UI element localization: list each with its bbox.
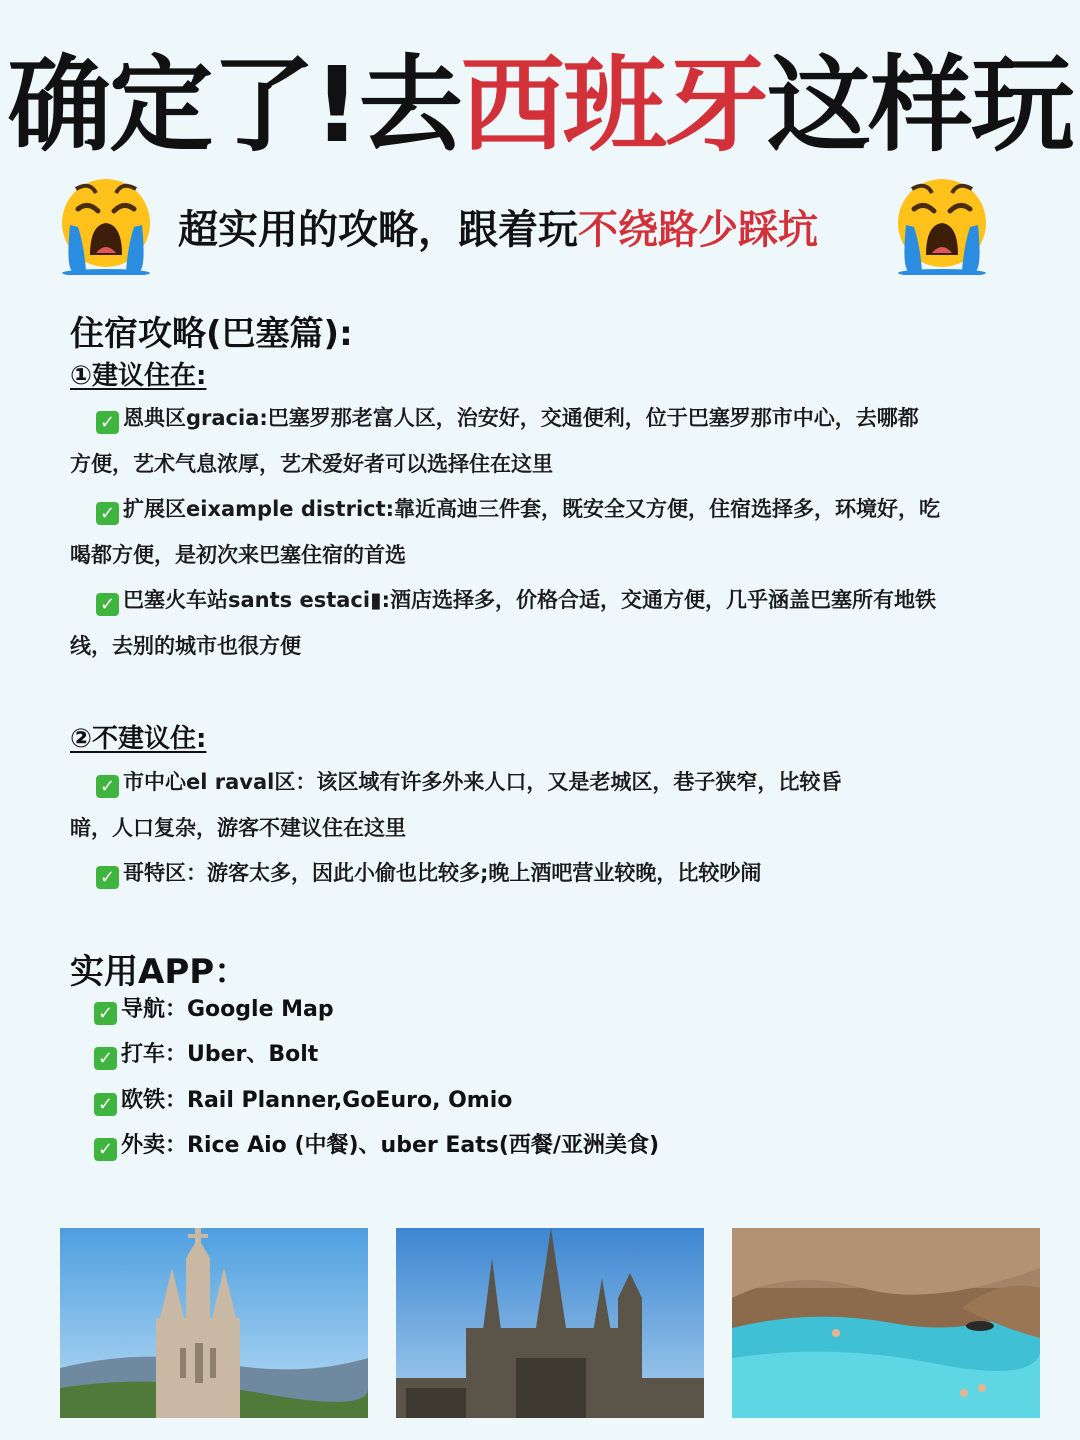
check-mark-icon: ✓ xyxy=(96,411,119,434)
recommend-item-line2: 线，去别的城市也很方便 xyxy=(70,633,301,658)
app-item-navigation xyxy=(94,992,334,1028)
avoid-item-line2: 暗，人口复杂，游客不建议住在这里 xyxy=(70,815,406,840)
title-part2: 西班牙 xyxy=(460,44,767,166)
recommend-item-line2: 喝都方便，是初次来巴塞住宿的首选 xyxy=(70,542,406,567)
subtitle-red: 不绕路少踩坑 xyxy=(578,207,818,253)
lodging-title: 住宿攻略(巴塞篇): xyxy=(70,314,353,354)
check-mark-icon: ✓ xyxy=(96,866,119,889)
recommend-item-line1: 巴塞火车站sants estaci▮:酒店选择多，价格合适，交通方便，几乎涵盖巴塞所有地铁 xyxy=(123,588,937,612)
check-mark-icon: ✓ xyxy=(96,593,119,616)
title-part3: 这样玩 xyxy=(766,44,1073,166)
recommend-item-sants xyxy=(70,578,1045,669)
check-mark-icon: ✓ xyxy=(96,775,119,798)
subtitle xyxy=(178,205,818,255)
apps-title: 实用APP： xyxy=(70,952,249,992)
recommend-item-line1: 恩典区gracia:巴塞罗那老富人区，治安好，交通便利，位于巴塞罗那市中心，去哪都 xyxy=(123,406,919,430)
avoid-item-line1: 哥特区：游客太多，因此小偷也比较多;晚上酒吧营业较晚，比较吵闹 xyxy=(123,861,762,885)
app-item-text: 外卖：Rice Aio (中餐)、uber Eats(西餐/亚洲美食) xyxy=(121,1133,660,1158)
crying-face-icon xyxy=(56,175,156,275)
recommend-item-line2: 方便，艺术气息浓厚，艺术爱好者可以选择住在这里 xyxy=(70,451,553,476)
avoid-item-gothic xyxy=(70,851,1045,897)
photo-tibidabo-church xyxy=(60,1228,368,1418)
check-mark-icon: ✓ xyxy=(94,1002,117,1025)
check-mark-icon: ✓ xyxy=(96,502,119,525)
check-mark-icon: ✓ xyxy=(94,1093,117,1116)
avoid-heading: ②不建议住: xyxy=(70,724,207,754)
page-title xyxy=(0,40,1080,170)
subtitle-black: 超实用的攻略，跟着玩 xyxy=(178,207,578,253)
subtitle-row xyxy=(0,175,1080,285)
title-part1: 确定了!去 xyxy=(7,44,461,166)
crying-face-icon xyxy=(892,175,992,275)
app-item-rail xyxy=(94,1083,512,1119)
app-item-text: 导航：Google Map xyxy=(121,997,334,1022)
app-item-taxi xyxy=(94,1037,318,1073)
check-mark-icon: ✓ xyxy=(94,1047,117,1070)
recommend-heading: ①建议住在: xyxy=(70,361,207,391)
recommend-item-line1: 扩展区eixample district:靠近高迪三件套，既安全又方便，住宿选择多，环境好，吃 xyxy=(123,497,941,521)
avoid-item-line1: 市中心el raval区：该区域有许多外来人口，又是老城区，巷子狭窄，比较昏 xyxy=(123,770,842,794)
app-item-delivery xyxy=(94,1128,659,1164)
check-mark-icon: ✓ xyxy=(94,1138,117,1161)
recommend-item-eixample xyxy=(70,487,1045,578)
app-item-text: 欧铁：Rail Planner,GoEuro, Omio xyxy=(121,1088,513,1113)
avoid-item-raval xyxy=(70,760,1045,851)
app-item-text: 打车：Uber、Bolt xyxy=(121,1042,319,1067)
recommend-item-gracia xyxy=(70,396,1045,487)
photo-barcelona-cathedral xyxy=(396,1228,704,1418)
photo-coastal-pool xyxy=(732,1228,1040,1418)
